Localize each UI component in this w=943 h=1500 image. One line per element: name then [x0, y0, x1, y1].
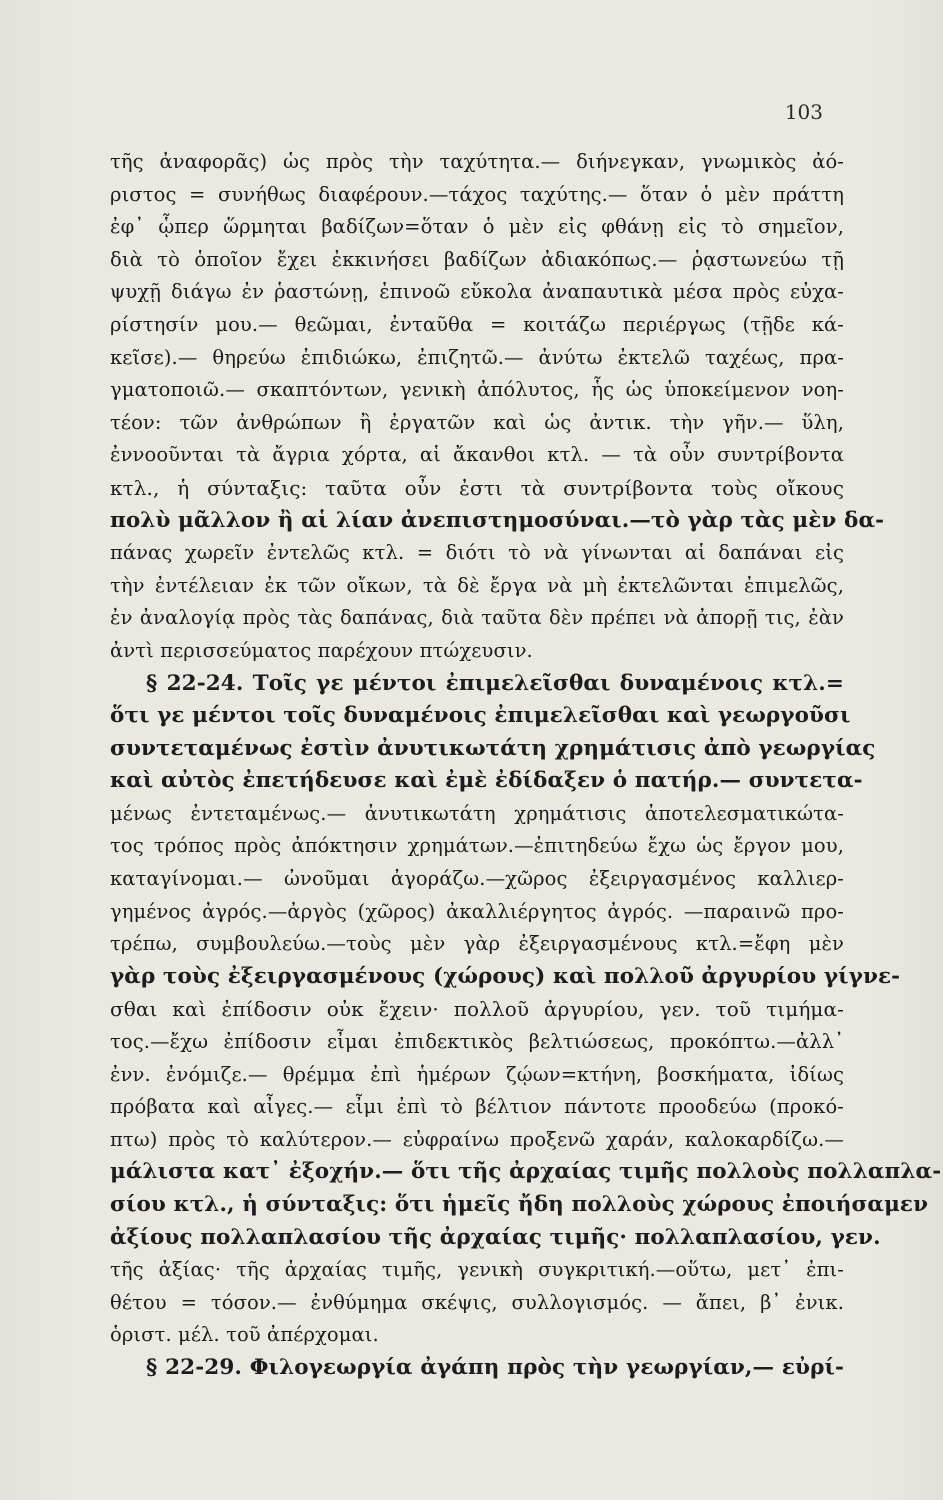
text-line: ἐνν. ἐνόμιζε.— θρέμμα ἐπὶ ἡμέρων ζῴων=κτήνη, βοσκήματα, ἰδίως	[110, 1062, 844, 1086]
text-line: ψυχῇ διάγω ἐν ῥαστώνῃ, ἐπινοῶ εὔκολα ἀναπαυτικὰ μέσα πρὸς εὐχα-	[110, 280, 844, 304]
text-line: μάλιστα κατ᾽ ἐξοχήν.— ὅτι τῆς ἀρχαίας τιμῆς πολλοὺς πολλαπλα-	[110, 1159, 942, 1185]
text-line: ὅτι γε μέντοι τοῖς δυναμένοις ἐπιμελεῖσθαι καὶ γεωργοῦσι	[110, 703, 851, 729]
section-heading-22-24: § 22-24. Τοῖς γε μέντοι ἐπιμελεῖσθαι δυναμένοις κτλ.=	[146, 670, 844, 696]
text-line: ἐφ᾽ ᾧπερ ὥρμηται βαδίζων=ὅταν ὁ μὲν εἰς φθάνῃ εἰς τὸ σημεῖον,	[110, 215, 844, 239]
text-line: γματοποιῶ.— σκαπτόντων, γενικὴ ἀπόλυτος, ἧς ὡς ὑποκείμενον νοη-	[110, 378, 844, 402]
section-heading-22-29: § 22-29. Φιλογεωργία ἀγάπη πρὸς τὴν γεωργίαν,— εὐρί-	[146, 1354, 844, 1380]
text-line: πολὺ μᾶλλον ἢ αἱ λίαν ἀνεπιστημοσύναι.—τὸ γὰρ τὰς μὲν δα-	[110, 507, 885, 533]
text-line: τος.—ἔχω ἐπίδοσιν εἶμαι ἐπιδεκτικὸς βελτιώσεως, προκόπτω.—ἀλλ᾽	[110, 1030, 844, 1054]
text-line: γὰρ τοὺς ἐξειργασμένους (χώρους) καὶ πολλοῦ ἀργυρίου γίγνε-	[110, 963, 901, 989]
text-line: τρέπω, συμβουλεύω.—τοὺς μὲν γὰρ ἐξειργασμένους κτλ.=ἔφη μὲν	[110, 932, 844, 956]
text-line: ἀξίους πολλαπλασίου τῆς ἀρχαίας τιμῆς· πολλαπλασίου, γεν.	[110, 1224, 881, 1250]
text-line: τὴν ἐντέλειαν ἐκ τῶν οἴκων, τὰ δὲ ἔργα νὰ μὴ ἐκτελῶνται ἐπιμελῶς,	[110, 573, 844, 597]
text-line: τος τρόπος πρὸς ἀπόκτησιν χρημάτων.—ἐπιτηδεύω ἔχω ὡς ἔργον μου,	[110, 834, 844, 858]
text-line: ἐν ἀναλογίᾳ πρὸς τὰς δαπάνας, διὰ ταῦτα δὲν πρέπει νὰ ἀπορῇ τις, ἐὰν	[110, 606, 844, 630]
text-line: πρόβατα καὶ αἶγες.— εἶμι ἐπὶ τὸ βέλτιον πάντοτε προοδεύω (προκό-	[110, 1095, 844, 1119]
text-line: ἐννοοῦνται τὰ ἄγρια χόρτα, αἱ ἄκανθοι κτλ. — τὰ οὖν συντρίβοντα	[110, 443, 844, 467]
text-line: ρίστησίν μου.— θεῶμαι, ἐνταῦθα = κοιτάζω περιέργως (τῇδε κά-	[110, 312, 844, 336]
commentary-text	[110, 146, 942, 1385]
text-line: τῆς ἀξίας· τῆς ἀρχαίας τιμῆς, γενικὴ συγκριτική.—οὕτω, μετ᾽ ἐπι-	[110, 1258, 844, 1282]
text-line: ριστος = συνήθως διαφέρουν.—τάχος ταχύτης.— ὅταν ὁ μὲν πράττη	[110, 182, 844, 206]
text-line: καὶ αὐτὸς ἐπετήδευσε καὶ ἐμὲ ἐδίδαξεν ὁ πατήρ.— συντετα-	[110, 768, 863, 794]
text-line: τῆς ἀναφορᾶς) ὡς πρὸς τὴν ταχύτητα.— διήνεγκαν, γνωμικὸς ἀό-	[110, 150, 844, 173]
text-line: κτλ., ἡ σύνταξις: ταῦτα οὖν ἐστι τὰ συντρίβοντα τοὺς οἴκους	[110, 475, 844, 500]
text-line: πάνας χωρεῖν ἐντελῶς κτλ. = διότι τὸ νὰ γίνωνται αἱ δαπάναι εἰς	[110, 541, 844, 565]
text-line: κεῖσε).— θηρεύω ἐπιδιώκω, ἐπιζητῶ.— ἀνύτω ἐκτελῶ ταχέως, πρα-	[110, 345, 844, 369]
text-line: πτω) πρὸς τὸ καλύτερον.— εὐφραίνω προξενῶ χαράν, καλοκαρδίζω.—	[110, 1127, 844, 1151]
text-line: καταγίνομαι.— ὠνοῦμαι ἀγοράζω.—χῶρος ἐξειργασμένος καλλιερ-	[110, 867, 844, 891]
text-line: τέον: τῶν ἀνθρώπων ἢ ἐργατῶν καὶ ὡς ἀντικ. τὴν γῆν.— ὕλη,	[110, 410, 844, 434]
text-line: συντεταμένως ἐστὶν ἀνυτικωτάτη χρημάτισις ἀπὸ γεωργίας	[110, 735, 876, 761]
text-line: μένως ἐντεταμένως.— ἀνυτικωτάτη χρημάτισις ἀποτελεσματικώτα-	[110, 801, 844, 825]
text-line: σίου κτλ., ἡ σύνταξις: ὅτι ἡμεῖς ἤδη πολλοὺς χώρους ἐποιήσαμεν	[110, 1192, 929, 1217]
page-number: 103	[784, 100, 823, 124]
text-line: γημένος ἀγρός.—ἀργὸς (χῶρος) ἀκαλλιέργητος ἀγρός. —παραινῶ προ-	[110, 899, 844, 923]
text-line: ὁριστ. μέλ. τοῦ ἀπέρχομαι.	[110, 1323, 379, 1347]
text-line: θέτου = τόσον.— ἐνθύμημα σκέψις, συλλογισμός. — ἄπει, β᾽ ἐνικ.	[110, 1290, 844, 1314]
text-line: διὰ τὸ ὁποῖον ἔχει ἐκκινήσει βαδίζων ἀδιακόπως.— ῥᾳστωνεύω τῇ	[110, 247, 844, 271]
text-line: σθαι καὶ ἐπίδοσιν οὐκ ἔχειν· πολλοῦ ἀργυρίου, γεν. τοῦ τιμήμα-	[110, 997, 844, 1022]
text-line: ἀντὶ περισσεύματος παρέχουν πτώχευσιν.	[110, 638, 533, 662]
